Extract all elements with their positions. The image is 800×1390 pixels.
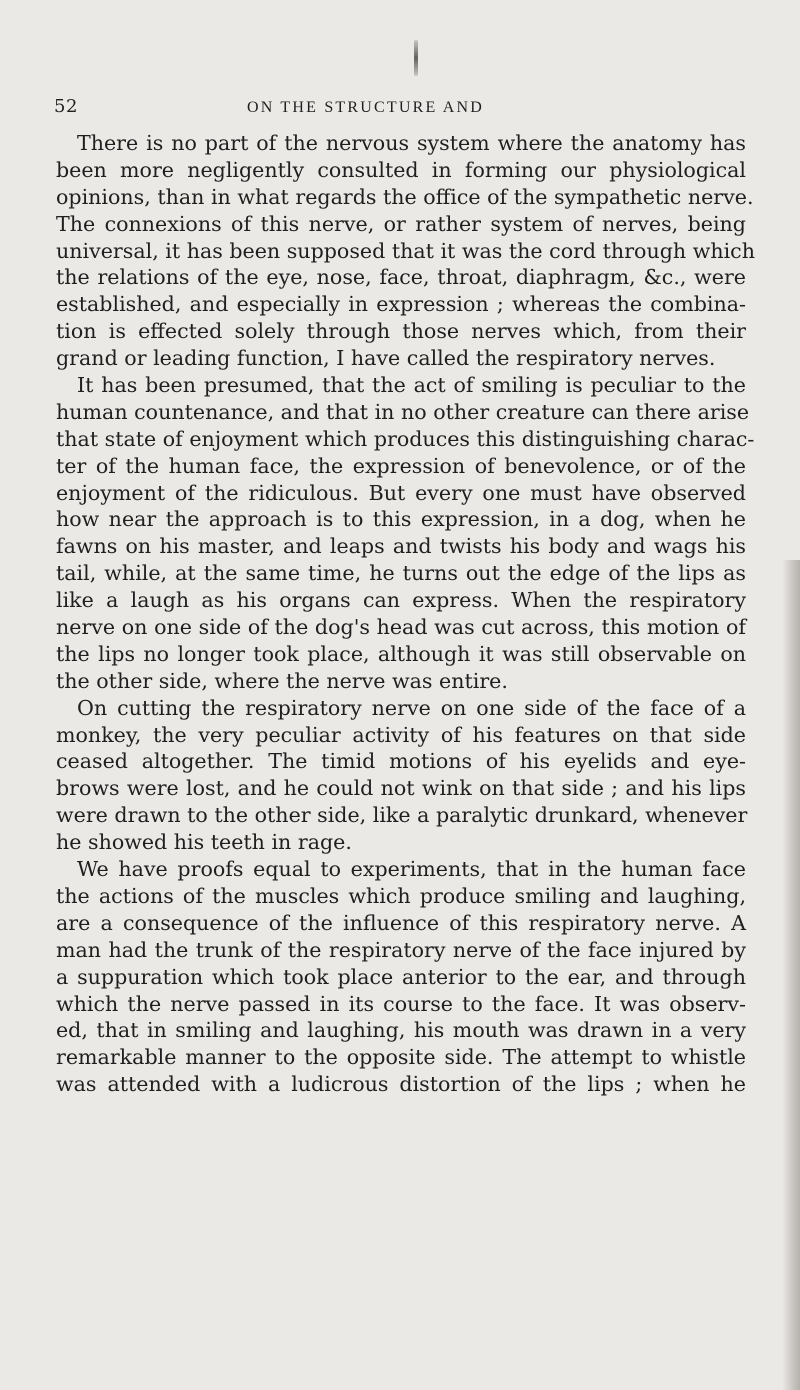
text-line: that state of enjoyment which produces this distinguishing charac- <box>56 426 755 451</box>
text-line: The connexions of this nerve, or rather system of nerves, being <box>56 211 746 236</box>
text-line: were drawn to the other side, like a paralytic drunkard, whenever <box>56 803 748 828</box>
text-line: On cutting the respiratory nerve on one side of the face of a <box>77 695 746 720</box>
text-line: ed, that in smiling and laughing, his mouth was drawn in a very <box>56 1018 746 1043</box>
text-line: fawns on his master, and leaps and twists his body and wags his <box>56 534 746 559</box>
text-line: which the nerve passed in its course to the face. It was observ- <box>56 991 746 1016</box>
text-line: been more negligently consulted in forming our physiological <box>56 157 746 182</box>
text-line: opinions, than in what regards the office of the sympathetic nerve. <box>56 184 754 209</box>
text-line: ceased altogether. The timid motions of his eyelids and eye- <box>56 749 746 774</box>
text-line: There is no part of the nervous system where the anatomy has <box>77 131 746 155</box>
text-line: human countenance, and that in no other creature can there arise <box>56 399 750 424</box>
text-line: are a consequence of the influence of this respiratory nerve. A <box>56 910 746 935</box>
text-line: established, and especially in expression ; whereas the combina- <box>56 292 746 317</box>
text-line: a suppuration which took place anterior to the ear, and through <box>56 964 746 989</box>
body-text <box>56 130 755 1098</box>
running-title: ON THE STRUCTURE AND <box>247 99 485 116</box>
page-number: 52 <box>54 96 78 117</box>
text-line: the actions of the muscles which produce smiling and laughing, <box>56 883 746 908</box>
text-line: the relations of the eye, nose, face, throat, diaphragm, &c., were <box>56 265 746 290</box>
text-line: ter of the human face, the expression of benevolence, or of the <box>56 453 746 478</box>
running-head <box>54 96 614 120</box>
text-line: was attended with a ludicrous distortion of the lips ; when he <box>56 1072 746 1097</box>
ink-mark <box>414 40 418 76</box>
text-line: tail, while, at the same time, he turns out the edge of the lips as <box>56 561 746 586</box>
text-line: enjoyment of the ridiculous. But every one must have observed <box>56 480 746 505</box>
text-line: grand or leading function, I have called the respiratory nerves. <box>56 346 716 371</box>
text-line: remarkable manner to the opposite side. The attempt to whistle <box>56 1045 746 1070</box>
text-line: like a laugh as his organs can express. When the respiratory <box>56 588 746 613</box>
text-line: how near the approach is to this expression, in a dog, when he <box>56 507 746 532</box>
text-line: the other side, where the nerve was entire. <box>56 668 508 693</box>
text-line: It has been presumed, that the act of smiling is peculiar to the <box>77 373 746 398</box>
text-line: monkey, the very peculiar activity of his features on that side <box>56 722 746 747</box>
text-line: tion is effected solely through those nerves which, from their <box>56 319 746 344</box>
text-line: universal, it has been supposed that it was the cord through which <box>56 238 755 263</box>
text-line: he showed his teeth in rage. <box>56 830 352 855</box>
text-line: brows were lost, and he could not wink on that side ; and his lips <box>56 776 746 801</box>
text-line: the lips no longer took place, although it was still observable on <box>56 641 746 666</box>
text-line: nerve on one side of the dog's head was cut across, this motion of <box>56 615 746 640</box>
page-edge-shadow <box>782 560 800 1390</box>
text-line: We have proofs equal to experiments, that in the human face <box>77 857 746 882</box>
text-line: man had the trunk of the respiratory nerve of the face injured by <box>56 937 746 962</box>
